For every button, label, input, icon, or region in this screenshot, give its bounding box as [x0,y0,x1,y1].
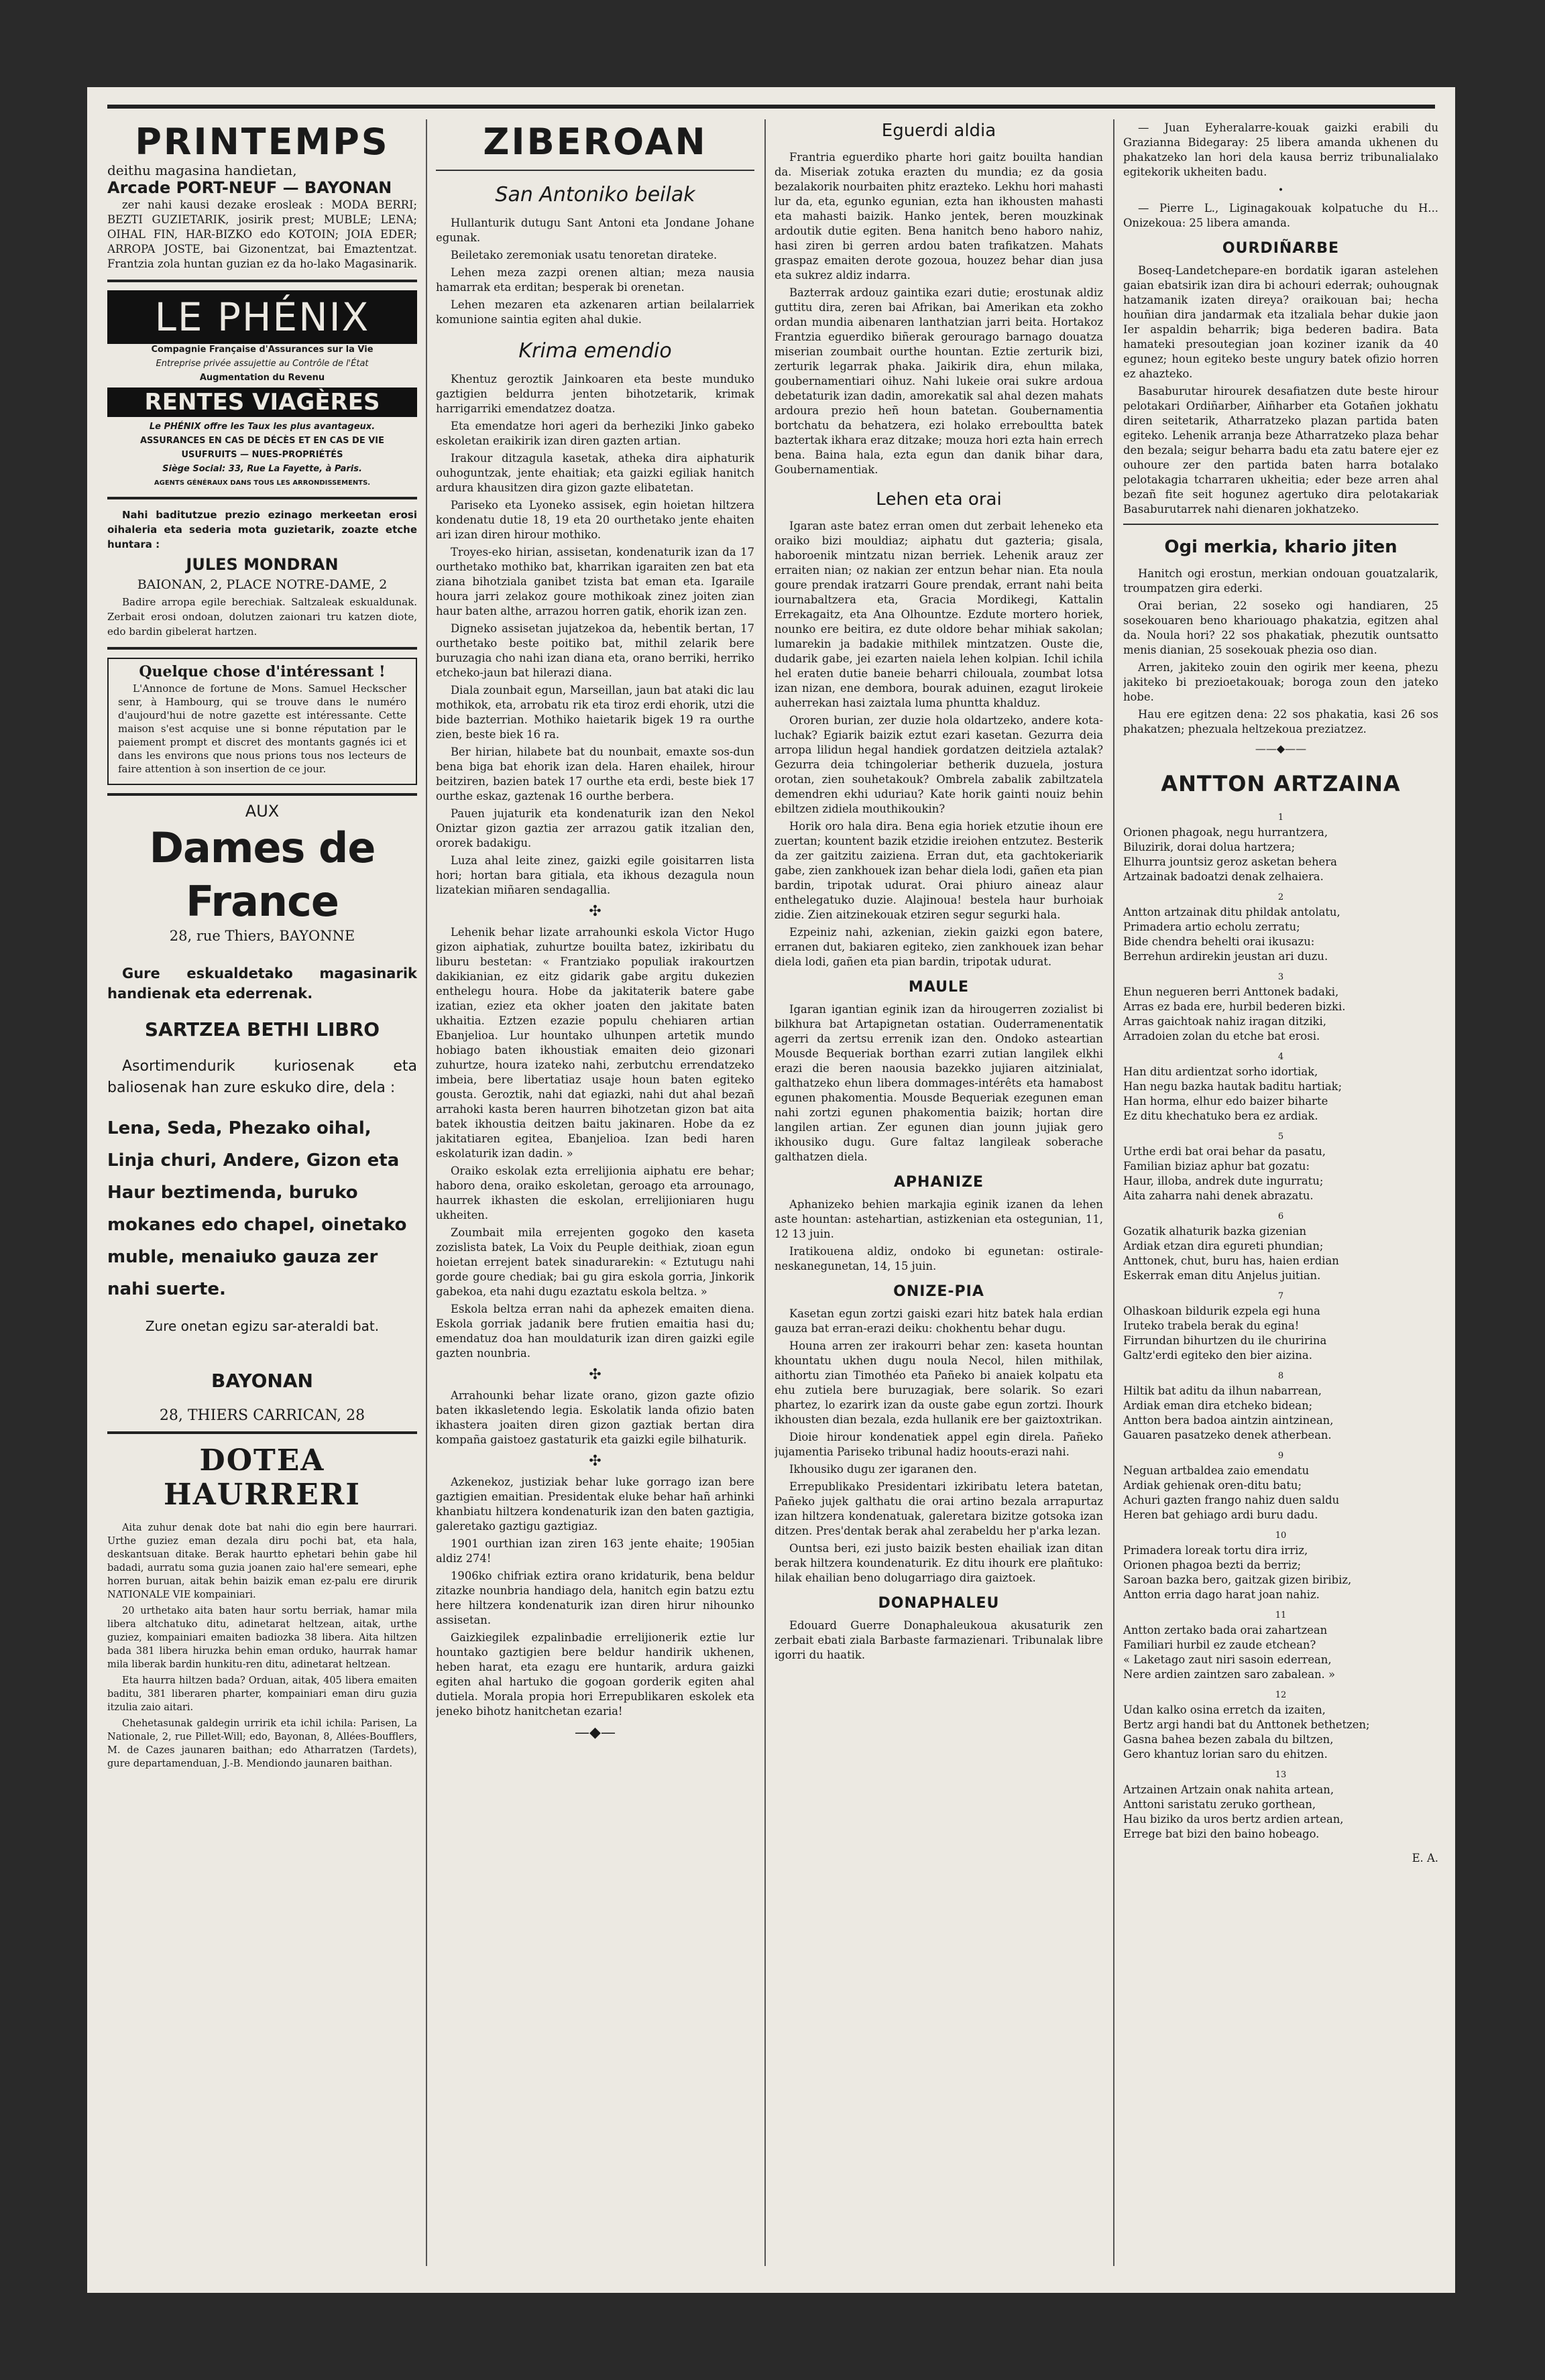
mondran-ad [107,508,417,639]
column-rule [426,119,427,2266]
stanza-number: 5 [1277,1132,1284,1142]
dames-goods: Lena, Seda, Phezako oihal, Linja churi, Andere, Gizon eta Haur beztimenda, buruko mokanes edo chapel, oinetako muble, menaiuko gauza zer nahi suerte. [107,1118,407,1299]
poem-line: Artzainen Artzain onak nahita artean, [1123,1783,1334,1796]
poem-line: Ardiak eman dira etcheko bidean; [1123,1399,1313,1412]
poem-line: Artzainak badoatzi denak zelhaiera. [1123,870,1324,883]
phenix-ad [107,290,417,489]
article-paragraph: Igaran aste batez erran omen dut zerbait leheneko eta oraiko bizi mouldiaz; aiphatu dut gazteria; gisala, haboroenik mintzatu nizan berriek. Lehenik arauz zer erraiten nian; oz nakian zer entzun behar nian. Eta noula goure prendak iratzarri Goure prendak, errant nahi beita iournabaltzera eta, Gracia Mordikegi, Kattalin Errekagaitz, eta Ana Olhountze. Ezdute mortero horiek, nounko ere beitira, ez dute oldore behar mihiak sakolan; lumarekin ja badakie mithilek mintzatzen. Ouste die, dudarik gabe, jei ezarten naiela lehen kolpian. Ichil ichila hel eraten dutie baneie beharri chilouala, zoumbat lotsa izan nizan, ene dembora, bourak aduinen, ezagut lirokeie auherrekan hasi zaiztala luma phuntta khalduz. [775,520,1103,709]
mondran-address: BAIONAN, 2, PLACE NOTRE-DAME, 2 [137,577,388,592]
article-paragraph: 1906ko chifriak eztira orano kridaturik, bena beldur zitazke nounbria handiago dela, hanitch egin batzu eztu here hiltzera kondenaturik izan diren hirur nihounko assisetan. [436,1569,754,1626]
poem-line: Han negu bazka hautak baditu hartiak; [1123,1080,1342,1093]
mondran-body: Badire arropa egile berechiak. Saltzaleak eskualdunak. Zerbait erosi ondoan, dolutzen zaionari tru katzen diote, edo bardin gibelerat hartzen. [107,596,417,638]
article-paragraph: Oraiko eskolak ezta errelijionia aiphatu ere behar; haboro dena, oraiko eskoletan, geroago eta arrounago, haurrek ikhasten die eskolan, errelijioniaren hugu ukheiten. [436,1165,754,1222]
stanza-number: 1 [1277,813,1284,823]
poem-line: Saroan bazka bero, gaitzak gizen biribiz, [1123,1573,1352,1586]
article-title: MAULE [908,979,970,996]
poem-line: Orionen phagoa bezti da berriz; [1123,1559,1302,1571]
poem-line: Neguan artbaldea zaio emendatu [1123,1464,1310,1477]
column-rule [764,119,766,2266]
article-paragraph: Lehenik behar lizate arrahounki eskola Victor Hugo gizon aiphatiak, zuhurtze bouilta batez, izkiribatu du liburu bestetan: « Frantziako populiak irakourtzen dakikianian, ez eitz gidarik gabe argitu dukezien enthelegu houra. Hobe da jakitaterik batere gabe izatian, eziez eta okher joaten den jakitate baten ukhaitia. Eztzen ezazie populu chehiaren artian Ebanjelioa. Lur hountako ulhunpen artetik mundo hobiago baten ikhoustiak emaiten deio gizonari zuhurtze, houra izateko nahi, zerbutchu errendatzeko imbeia, bere libertatiaz usaje houn baten egiteko gousta. Geroztik, nahi dat egiazki, nahi dut ahal bezañ arrahoki kasta beren haurren bihotzetan gizon bat aita batek ikhoustia deitzen baitu jakinaren. Hobe da ez jakitatiaren egitea, Ebanjelioa. Izan bedi haren eskolaturik izan dadin. » [436,926,754,1160]
poem-line: Orionen phagoak, negu hurrantzera, [1123,826,1328,839]
phenix-line3: Augmentation du Revenu [199,373,325,383]
poem-line: Iruteko trabela berak du egina! [1123,1319,1300,1332]
poem-line: Arradoien zolan du etche bat erosi. [1123,1030,1320,1043]
interessant-title: Quelque chose d'intéressant ! [139,663,386,680]
dotea-p2: 20 urthetako aita baten haur sortu berriak, hamar mila libera altchatuko ditu, adinetarat heltzean, aitak, urthe guziez, kompainiari emaiten badiozka 38 libera. Aita hiltzen bada 381 libera hiruzka behin eman orduko, haurrak hamar mila liberak bardin hunkitu-ren ditu, adinetarat heltzean. [107,1606,417,1670]
article-paragraph: Pauen jujaturik eta kondenaturik izan den Nekol Oniztar gizon gaztia zer arrazou gatik itzalian den, ororek badakigu. [436,807,754,849]
dotea-p1: Aita zuhur denak dote bat nahi dio egin bere haurrari. Urthe guziez eman dezala diru pochi bat, eta hala, deskantsuan ditake. Berak haurtto ephetari behin gabe hil badadi, aurratu soma guzia joanen zaio hal'ere semeari, ephe horren buruan, aitak behin baizik eman ez-palu ere dirurik NATIONALE VIE kompainiari. [107,1523,417,1600]
article-paragraph: Houna arren zer irakourri behar zen: kaseta hountan khountatu ukhen dugu noula Necol, hilen mithilak, aithortu zian Timothéo eta Pañeko bi anaiek kolpatu eta ehu zutiela bere buruzagiak, bere solarik. So ezari phartez, lo ezarirk izan da ouste gabe egun zortzi. Ihourk ikhousten dian bezala, ezda hullanik ere ber gaiztoxtrikan. [775,1340,1103,1426]
article-paragraph: Gaizkiegilek ezpalinbadie errelijionerik eztie lur hountako gaztigien bere beldur handirik ukhenen, heben harat, eta ezagu ere huntarik, ardura gaizki egiten ahal hartuko die gogoan gorderik egiten ahal dutiela. Morala propia hori Errepublikaren eskolek eta jeneko bihotz hanitchetan ezaria! [436,1631,754,1718]
divider [436,170,754,171]
stanza-number: 11 [1275,1610,1287,1620]
dames-sartzea: SARTZEA BETHI LIBRO [144,1018,380,1040]
article-paragraph: Hanitch ogi erostun, merkian ondouan gouatzalarik, troumpatzen gira ederki. [1123,567,1438,595]
newspaper-page [87,87,1455,2293]
article-paragraph: Khentuz geroztik Jainkoaren eta beste munduko gaztigien beldurra jenten bihotzetarik, krimak harrigarriki emendatzez doatza. [436,373,754,415]
poem-line: Haur, illoba, andrek dute ingurratu; [1123,1175,1324,1187]
ornament-icon: ✣ [589,903,602,920]
article-paragraph: Diala zounbait egun, Marseillan, jaun bat ataki dic lau mothikok, eta, arrobatu rik eta tiroz erdi ehorik, utzi die bide bazterrian. Mothiko haietarik bigek 19 ra ourthe zien, beste biek 16 ra. [436,684,754,741]
article-paragraph: Arren, jakiteko zouin den ogirik mer keena, phezu jakiteko bi prezioetakouak; boroga zoun den jateko hobe. [1123,661,1438,703]
article-paragraph: Beiletako zeremoniak usatu tenoretan dirateke. [451,249,718,261]
divider [107,280,417,282]
dotea-p3: Eta haurra hiltzen bada? Orduan, aitak, 405 libera emaiten baditu, 381 liberaren pharter, kompainiari eman diru guzia itzulia zaio aitari. [107,1675,417,1713]
poem-title: ANTTON ARTZAINA [1161,771,1401,796]
article-paragraph: Horik oro hala dira. Bena egia horiek etzutie ihoun ere zuertan; kountent bazik etzidie ireiohen entzutez. Besterik da zer gaitzitu zaiziena. Erran dut, eta gachtokeriarik gabe, zien zankhouek izan behar diela lodi, gañen eta pian bardin, tripotak udurat. Orai phiuro aineaz alaur enthelegatuko duzie. Alajinoua! bestela haur burhoiak zidie. Zien aitzinekouak etziren segur segurki hala. [775,820,1103,921]
poem-line: Udan kalko osina erretch da izaiten, [1123,1704,1326,1716]
article-paragraph: Dioie hirour kondenatiek appel egin direla. Pañeko jujamentia Pariseko tribunal hadiz hoouts-erazi nahi. [775,1431,1103,1458]
ornament-icon: • [1277,185,1284,196]
poem-line: Gozatik alhaturik bazka gizenian [1123,1225,1307,1238]
printemps-ad [107,121,417,272]
stanza-number: 9 [1277,1451,1284,1461]
column-ziberoan [436,121,754,2279]
article-title: Eguerdi aldia [881,121,996,141]
dotea-ad [107,1443,417,1771]
poem-line: « Laketago zaut niri sasoin ederrean, [1123,1653,1332,1666]
article-paragraph: Kasetan egun zortzi gaiski ezari hitz batek hala erdian gauza bat erran-erazi deiku: chokhentu behar dugu. [775,1307,1103,1335]
article-paragraph: Eskola beltza erran nahi da aphezek emaiten diena. Eskola gorriak jadanik bere frutien emaitia hasi du; emendatuz doa han mouldaturik izan diren gaizki egile gazten nounbria. [436,1303,754,1360]
stanza-number: 13 [1275,1770,1287,1780]
poem-line: Ehun negueren berri Anttonek badaki, [1123,986,1339,998]
poem-line: Bertz argi handi bat du Anttonek bethetzen; [1123,1718,1370,1731]
stanza-number: 4 [1277,1052,1284,1062]
poem-line: Heren bat gehiago ardi buru dadu. [1123,1508,1318,1521]
poem-line: Achuri gazten frango nahiz duen saldu [1123,1494,1340,1506]
ornament-icon: ✣ [589,1366,602,1383]
poem-line: Antton erria dago harat joan nahiz. [1123,1588,1320,1601]
divider [107,497,417,499]
article-paragraph: Errepublikako Presidentari izkiribatu letera batetan, Pañeko jujek galthatu die orai artino bezala arrapurtaz izan hiltzera kondenatuak, galeretara bizitze gotsoka izan ditzen. Pres'dentak berak ahal zerabeldu her p'arka lezan. [775,1480,1103,1537]
article-title: OURDIÑARBE [1222,240,1340,257]
article-title: San Antoniko beilak [495,183,695,206]
dames-ad [107,804,417,1423]
article-paragraph: — Pierre L., Liginagakouak kolpatuche du H... Onizekoua: 25 libera amanda. [1123,202,1438,229]
stanza-number: 6 [1277,1211,1284,1222]
article-paragraph: Azkenekoz, justiziak behar luke gorrago izan bere gaztigien emaitian. Presidentak eluke behar hañ arhinki khanbiatu hiltzera kondenaturik izan den baten gaztigia, galeretako gaztigu gaztigiaz. [436,1476,754,1533]
poem-line: Arras gaichtoak nahiz iragan ditziki, [1123,1015,1326,1028]
article-paragraph: Edouard Guerre Donaphaleukoua akusaturik zen zerbait ebati ziala Barbaste farmazienari. Tribunalak libre igorri du haatik. [775,1619,1103,1661]
phenix-line8: AGENTS GÉNÉRAUX DANS TOUS LES ARRONDISSEMENTS. [154,479,371,487]
stanza-number: 2 [1277,892,1284,902]
poem-line: Gasna bahea bezen zabala du biltzen, [1123,1733,1334,1746]
poem-line: Gero khantuz lorian saro du ehitzen. [1123,1748,1328,1761]
phenix-line7: Siège Social: 33, Rue La Fayette, à Paris. [162,464,362,474]
printemps-body: zer nahi kausi dezake erosleak : MODA BERRI; BEZTI GUZIETARIK, josirik prest; MUBLE; LENA; OIHAL FIN, HAR-BIZKO edo KOTOIN; JOIA EDER; ARROPA JOSTE, bai Gizonentzat, bai Emaztentzat. Frantzia zola huntan guzian ez da ho-lako Magasinarik. [107,198,417,270]
article-paragraph: Iratikouena aldiz, ondoko bi egunetan: ostirale-neskanegunetan, 14, 15 juin. [775,1245,1103,1272]
dames-city: BAYONAN [211,1370,313,1392]
section-title: ZIBEROAN [483,121,707,163]
stanza-number: 12 [1275,1690,1287,1700]
article-paragraph: Lehen mezaren eta azkenaren artian beilalarriek komunione saintia egiten ahal dukie. [436,298,754,326]
stanza-number: 7 [1277,1291,1284,1301]
phenix-line1: Compagnie Française d'Assurances sur la Vie [151,345,374,355]
poem-line: Familiari hurbil ez zaude etchean? [1123,1639,1316,1651]
article-paragraph: Hau ere egitzen dena: 22 sos phakatia, kasi 26 sos phakatzen; phezuala heltzekoua preziatzez. [1123,708,1438,735]
poem-line: Nere ardien zaintzen saro zabalean. » [1123,1668,1335,1681]
poem-line: Elhurra jountsiz geroz asketan behera [1123,855,1337,868]
dames-intro: Gure eskualdetako magasinarik handienak eta ederrenak. [107,965,417,1002]
interessant-ad [107,658,417,785]
article-title: DONAPHALEU [878,1595,1000,1612]
poem-line: Han horma, elhur edo baizer biharte [1123,1095,1328,1108]
poem-line: Primadera loreak tortu dira irriz, [1123,1544,1308,1557]
ornament-icon: ✣ [589,1453,602,1470]
article-paragraph: Ountsa beri, ezi justo baizik besten ehailiak izan ditan berak hiltzera koundenaturik. Ez ditu ihourk ere plañtuko: hilak ehailian beno dolugarriago dira gaiztoek. [775,1542,1103,1584]
article-title: Ogi merkia, khario jiten [1164,537,1397,557]
phenix-line4: Le PHÉNIX offre les Taux les plus avantageux. [149,422,376,432]
printemps-title: PRINTEMPS [135,121,390,163]
article-paragraph: Pariseko eta Lyoneko assisek, egin hoietan hiltzera kondenatu dutie 18, 19 eta 20 ourthetako jente ehaiten ari izan diren hirour mothiko. [436,499,754,541]
article-paragraph: Basaburutar hirourek desafiatzen dute beste hirour pelotakari Ordiñarber, Aiñharber eta Gotañen jokhatu diren seitetarik, Atharratzeko plazan partida baten egiteko. Lehenik arranja beze Atharratzeko plaza behar den bezala; seigur beharra badu eta zatu batere ejer ez ouhoure zer den partida baten harra botalako pelotakagia tcharraren ukheitia; eder beze arren ahal bezañ fite seit hogunez agertuko dira pelotakariak Basaburutarrek nahi dienaren jokhatzeko. [1123,385,1438,516]
poem [1123,813,1438,1842]
divider [107,1431,417,1434]
phenix-line5: ASSURANCES EN CAS DE DÉCÈS ET EN CAS DE VIE [140,436,384,446]
article-paragraph: Lehen meza zazpi orenen altian; meza nausia hamarrak eta erditan; besperak bi orenetan. [436,266,754,294]
stanza-number: 8 [1277,1371,1284,1381]
ornament-icon: —◆— [575,1724,616,1741]
stanza-number: 3 [1277,972,1284,982]
dames-street: 28, THIERS CARRICAN, 28 [159,1407,365,1424]
article-title: Krima emendio [518,339,672,363]
divider [1123,524,1438,525]
dames-address: 28, rue Thiers, BAYONNE [169,928,355,944]
poem-line: Anttonek, chut, buru has, haien erdian [1123,1254,1339,1267]
dotea-title: DOTEA HAURRERI [164,1443,361,1512]
article-paragraph: Boseq-Landetchepare-en bordatik igaran astelehen gaian ebatsirik izan dira bi achouri ederrak; ouhougnak hatzamanik izaten direya? oraikouan bai; hecha houñian dira jandarmak eta itzaliala behar dukie jaon Ier aspaldin beharrik; biga bederen badira. Bata hamateki presoutegian joan koziner izanik da 40 egunez; houn egiteko beste ungury batek ofizio horren ez ahazteko. [1123,264,1438,380]
phenix-rentes: RENTES VIAGÈRES [107,388,417,417]
article-paragraph: Ezpeiniz nahi, azkenian, ziekin gaizki egon batere, erranen dut, bakiaren egiteko, zien zankhouek izan behar diela lodi, gañen eta pian bardin, tripotak udurat. [775,926,1103,968]
article-paragraph: Ber hirian, hilabete bat du nounbait, emaxte sos-dun bena biga bat ehorik izan dela. Haren ehailek, hirour beitziren, bazien batek 17 ourthe eta erdi, beste biek 17 ourthe eskaz, gaztenak 16 ourthe berbera. [436,746,754,802]
poem-line: Biluzirik, dorai dolua hartzera; [1123,841,1296,853]
article-paragraph: Igaran igantian eginik izan da hirougerren zozialist bi bilkhura bat Artapignetan ostatian. Ouderramenentatik agerri da zertsu errenik izan den. Ondoko asteartian Mousde Bequeriak borthan ezarri zutian langilek elkhi erazi die beren naousia bazekko jujiaren aitzinialat, galthatzeko ehun libera dommages-intérêts eta hamabost egunen phakomentia. Mousde Bequeriak ezegunen eman nahi zortzi egunen phakomentia baizik; hortan dire langilen artian. Zer egunen dian jounn jujiak gero ikhousiko dugu. Gure faltaz langileak soberache galthatzen diela. [775,1003,1103,1163]
poem-line: Han ditu ardientzat sorho idortiak, [1123,1065,1318,1078]
interessant-body: L'Annonce de fortune de Mons. Samuel Heckscher senr, à Hambourg, qui se trouve dans le numéro d'aujourd'hui de notre gazette est intéressante. Cette maison s'est acquise une si bonne réputation par le paiement prompt et discret des montants gagnés ici et dans les environs que nous prions tous nos lecteurs de faire attention à son insertion de ce jour. [118,682,406,775]
article-paragraph: Hullanturik dutugu Sant Antoni eta Jondane Johane egunak. [436,217,754,244]
article-paragraph: Eta emendatze hori ageri da berheziki Jinko gabeko eskoletan eraikirik izan diren gazten artian. [436,420,754,447]
poem-line: Familian biziaz aphur bat gozatu: [1123,1160,1310,1173]
stanza-number: 10 [1275,1531,1287,1541]
poem-line: Berrehun ardirekin jeustan ari duzu. [1123,950,1328,963]
dames-zure: Zure onetan egizu sar-ateraldi bat. [145,1318,380,1334]
article-paragraph: Aphanizeko behien markajia eginik izanen da lehen aste hountan: astehartian, astizkenian eta ostegunian, 11, 12 13 juin. [775,1198,1103,1240]
poem-line: Gauaren pasatzeko denek atherbean. [1123,1429,1332,1441]
poem-line: Ez ditu khechatuko bera ez ardiak. [1123,1110,1318,1122]
poem-line: Hiltik bat aditu da ilhun nabarrean, [1123,1384,1322,1397]
poem-line: Firrundan bihurtzen du ile churirina [1123,1334,1327,1347]
article-title: Lehen eta orai [876,489,1002,510]
article-paragraph: Ororen burian, zer duzie hola oldartzeko, andere kota-luchak? Egiarik baizik eztut ezari kasetan. Gezurra deia arropa lilidun hegal handiek gordatzen deitziela aztalak? Gezurra deia tchingoleriar betherik duzuela, jostura orotan, zien souhetakouk? Ombrela zabalik zabiltzatela demendren ekhi uduriau? Kate horik gainti nouiz behin ebiltzen zidiela mouthikoukin? [775,714,1103,815]
poem-line: Ardiak gehienak oren-ditu batu; [1123,1479,1302,1492]
mondran-name: JULES MONDRAN [186,555,339,574]
article-paragraph: Digneko assisetan jujatzekoa da, hebentik bertan, 17 ourthetako beste poitiko bat, mithil zelarik bere buruzagia cho nahi izan diana eta, orano berriki, herriko etcheko-jaun bat hilerazi diana. [436,622,754,679]
poem-line: Arras ez bada ere, hurbil bederen bizki. [1123,1000,1346,1013]
article-paragraph: 1901 ourthian izan ziren 163 jente ehaite; 1905ian aldiz 274! [436,1537,754,1565]
poem-line: Primadera artio echolu zerratu; [1123,920,1300,933]
article-paragraph: Ikhousiko dugu zer igaranen den. [789,1463,977,1476]
article-paragraph: Bazterrak ardouz gaintika ezari dutie; erostunak aldiz guttitu dira, zeren bai Afrikan, bai Amerikan eta zokho ordan mundia aibenaren lanthatzian jarri beita. Hortakoz Frantzia eguerdiko biñerak gerourago barnago douatza miserian zoumbait ourthe hountan. Eztie zerturik bizi, zerturik legarrak phaka. Jaikirik dira, ehun milaka, goubernamentiari oihuz. Nahi lukeie orai sukre ardoua debetaturik izan dadin, amorekatik sal ahal dezen mahats ardoura prezio heñ houn batetan. Goubernamentia bortchatu da behatzera, ezi holako erreboultta batek baztertak ikhara eraz ditzake; mouza hori ezta hain errech bena. Baina hala, ezta egun dan danik bihar dara, Goubernamentiak. [775,286,1103,476]
article-paragraph: Irakour ditzagula kasetak, atheka dira aiphaturik ouhoguntzak, jente ehaitiak; eta gaizki egiliak hanitch ardura khausitzen dira gizon gazte elibatetan. [436,452,754,494]
article-paragraph: Orai berian, 22 soseko ogi handiaren, 25 sosekouaren beno khariouago phakatzia, egitzen ahal da. Noula hori? 22 sos phakatiak, phezutik ountsatto menis dianian, 25 sosekouak phezia oso dian. [1123,599,1438,656]
poem-line: Ardiak etzan dira egureti phundian; [1123,1240,1324,1252]
poem-line: Anttoni saristatu zeruko gorthean, [1123,1798,1316,1811]
dotea-p4: Chehetasunak galdegin urririk eta ichil ichila: Parisen, La Nationale, 2, rue Pillet-Will; edo, Bayonan, 8, Allées-Boufflers, M. de Cazes jaunaren baithan; edo Atharratzen (Tardets), gure departamenduan, J.-B. Mendiondo jaunaren baithan. [107,1718,417,1769]
mondran-intro: Nahi baditutzue prezio ezinago merkeetan erosi oihaleria eta sederia mota guzietarik, zoazte etche huntara : [107,509,417,550]
poem-line: Hau biziko da uros bertz ardien artean, [1123,1813,1344,1826]
poem-line: Errege bat bizi den baino hobeago. [1123,1828,1320,1840]
printemps-line2: Arcade PORT-NEUF — BAYONAN [107,178,392,197]
article-paragraph: Arrahounki behar lizate orano, gizon gazte ofizio baten ikkasletendo legia. Eskolatik landa ofizio baten ikhastera joaiten diren gizon gaztiak bertan dira kompaña gaistoez gastaturik eta gaizki egile bilhaturik. [436,1389,754,1446]
poem-line: Bide chendra behelti orai ikusazu: [1123,935,1315,948]
top-rule [107,105,1435,109]
dames-aux: AUX [245,802,280,821]
poem-line: Olhaskoan bildurik ezpela egi huna [1123,1305,1320,1317]
poem-line: Galtz'erdi egiteko den bier aizina. [1123,1349,1312,1362]
divider [107,793,417,796]
column-news [775,121,1103,2279]
article-title: ONIZE-PIA [893,1283,984,1300]
column-rule [1113,119,1114,2266]
divider [107,647,417,650]
article-paragraph: Frantria eguerdiko pharte hori gaitz bouilta handian da. Miseriak zotuka erazten du mundia; ez da gosia bezalakorik nourbaiten phitz erazteko. Lekhu hori mahasti lur da, eta, egunko egunian, ezta han ikhousten mahasti eta mahasti baizik. Hanko jentek, beren mouzkinak ardoutik dutie egiten. Bena hanitch beno haboro nahiz, hasi ziren bi gerren ardou baten trafikatzen. Mahats graspaz emaiten derote gozoua, houzez behar dian jusa eta sukrez aldiz indarra. [775,151,1103,282]
article-paragraph: Zoumbait mila errejenten gogoko den kaseta zozislista batek, La Voix du Peuple deithiak, zioan egun hoietan errejent batek sinadurarekin: « Eztutugu nahi gorde goure chediak; bai gu gira eskola gorria, Jinkorik gabekoa, eta nahi dugu ezaztatu eskola beltza. » [436,1226,754,1298]
article-paragraph: — Juan Eyheralarre-kouak gaizki erabili du Grazianna Bidegaray: 25 libera amanda ukhenen du phakatzeko lan hori dela kausa berriz tribunalialako egitekorik ukheiten badu. [1123,121,1438,178]
printemps-line1: deithu magasina handietan, [107,162,297,178]
column-misc [1123,121,1438,2279]
poem-line: Antton artzainak ditu phildak antolatu, [1123,906,1340,918]
poem-line: Antton bera badoa aintzin aintzinean, [1123,1414,1334,1427]
article-paragraph: Troyes-eko hirian, assisetan, kondenaturik izan da 17 ourthetako mothiko bat, kharrikan igaraiten zen bat eta ziana bihotziala ganibet tzista bat eman eta. Igaraile houra jarri zelakoz goure mothikoak zinez joiten zian haur baten althe, arrazou horren gatik, ehorik izan zen. [436,546,754,617]
poem-signature: E. A. [1412,1852,1438,1864]
dames-title: Dames de France [149,823,376,926]
phenix-title: LE PHÉNIX [107,290,417,344]
phenix-line6: USUFRUITS — NUES-PROPRIÉTÉS [181,450,343,460]
article-title: APHANIZE [893,1174,984,1191]
poem-line: Aita zaharra nahi denek abrazatu. [1123,1189,1314,1202]
article-paragraph: Luza ahal leite zinez, gaizki egile goisitarren lista hori; hortan bara gitiala, eta ikhous dezagula noun lizatekian miñaren sendagallia. [436,854,754,896]
column-ads [107,121,417,2279]
poem-line: Urthe erdi bat orai behar da pasatu, [1123,1145,1326,1158]
ornament-icon: ——◆—— [1255,742,1307,755]
dames-assort: Asortimendurik kuriosenak eta baliosenak han zure eskuko dire, dela : [107,1058,417,1096]
poem-line: Antton zertako bada orai zahartzean [1123,1624,1328,1637]
phenix-line2: Entreprise privée assujettie au Contrôle de l'État [156,359,369,369]
poem-line: Eskerrak eman ditu Anjelus juitian. [1123,1269,1321,1282]
